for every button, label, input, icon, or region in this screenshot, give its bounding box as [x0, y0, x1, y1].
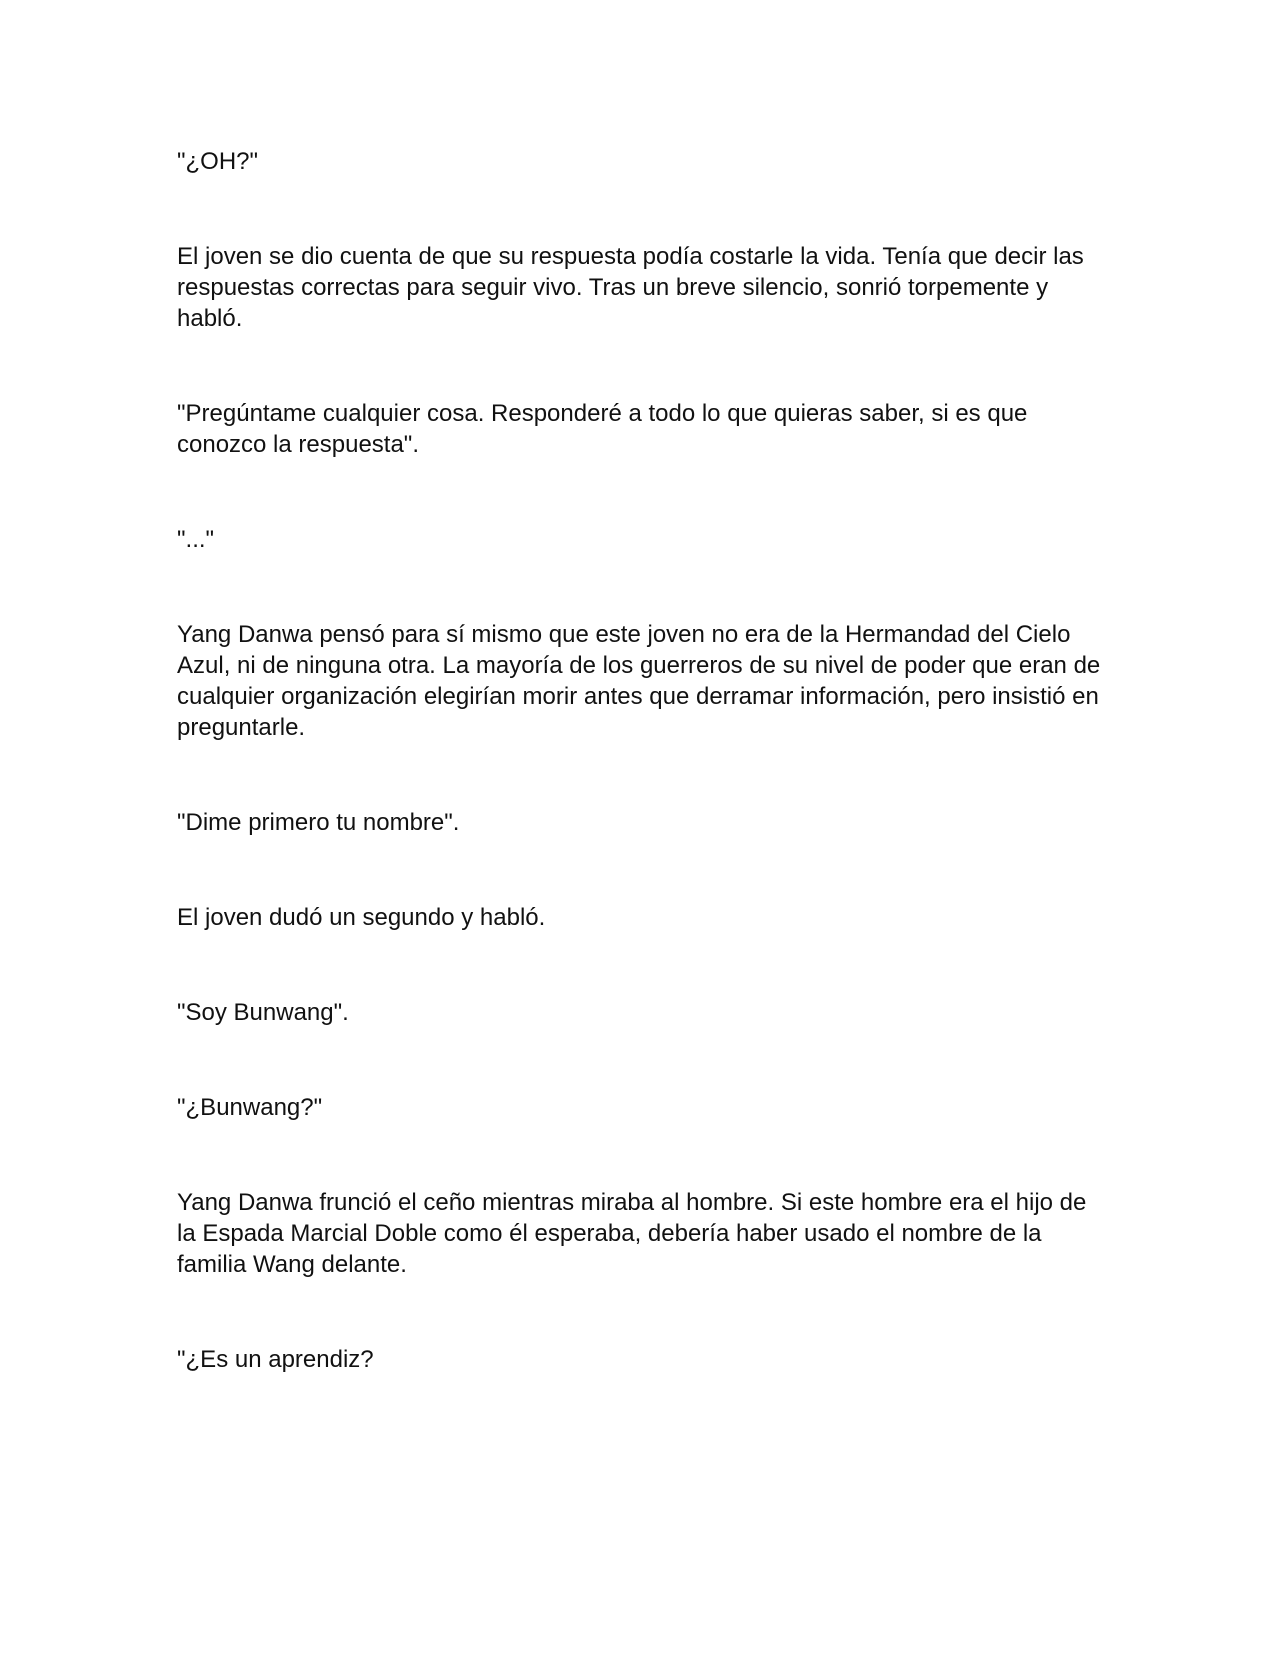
paragraph-7: El joven dudó un segundo y habló.	[177, 904, 546, 931]
paragraph-2: El joven se dio cuenta de que su respuesta podía costarle la vida. Tenía que decir las respuestas correctas para seguir vivo. Tras un breve silencio, sonrió torpemente y habló.	[177, 243, 1084, 332]
paragraph-11: "¿Es un aprendiz?	[177, 1346, 374, 1373]
paragraph-8: "Soy Bunwang".	[177, 999, 349, 1026]
paragraph-6: "Dime primero tu nombre".	[177, 809, 460, 836]
paragraph-5: Yang Danwa pensó para sí mismo que este joven no era de la Hermandad del Cielo Azul, ni de ninguna otra. La mayoría de los guerreros de su nivel de poder que eran de cualquier organización elegirían morir antes que derramar información, pero insistió en preguntarle.	[177, 621, 1101, 741]
paragraph-4: "..."	[177, 526, 215, 553]
document-body	[177, 146, 1107, 1375]
paragraph-9: "¿Bunwang?"	[177, 1094, 323, 1121]
paragraph-1: "¿OH?"	[177, 148, 259, 175]
paragraph-10: Yang Danwa frunció el ceño mientras miraba al hombre. Si este hombre era el hijo de la Espada Marcial Doble como él esperaba, debería haber usado el nombre de la familia Wang delante.	[177, 1189, 1087, 1278]
paragraph-3: "Pregúntame cualquier cosa. Responderé a todo lo que quieras saber, si es que conozco la respuesta".	[177, 400, 1028, 458]
